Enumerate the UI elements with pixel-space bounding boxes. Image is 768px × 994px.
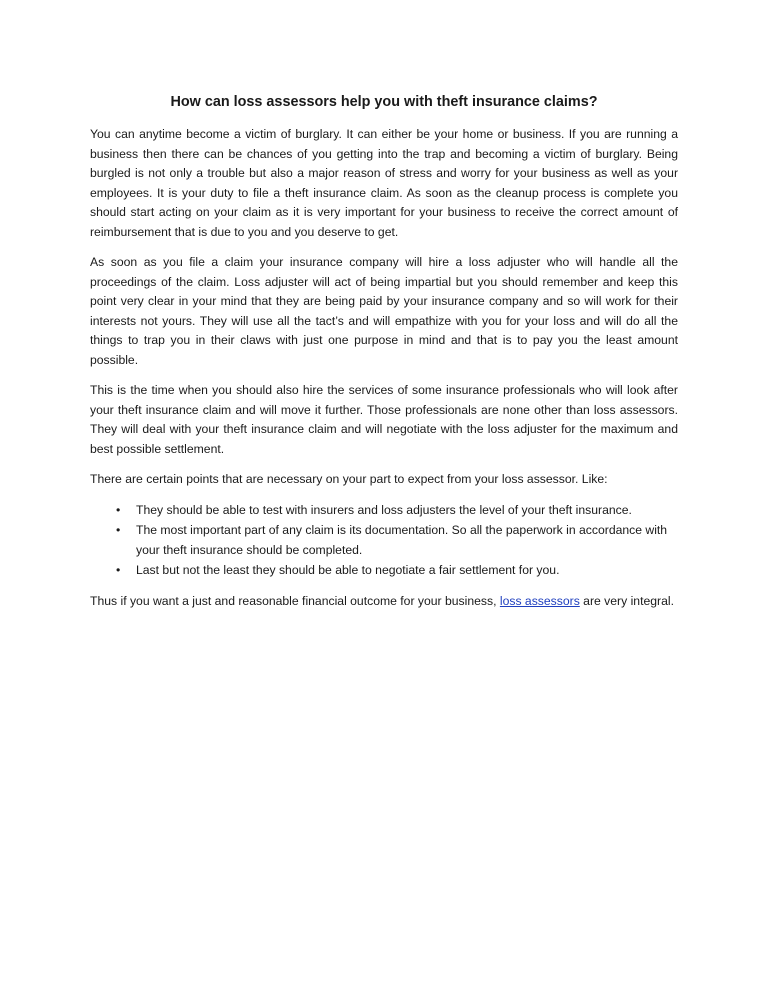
bullet-text-1: They should be able to test with insurers and loss adjusters the level of your theft insurance. (136, 502, 632, 517)
paragraph-3: This is the time when you should also hire the services of some insurance professionals who will look after your theft insurance claim and will move it further. Those professionals are none other than loss assessors. They will deal with your theft insurance claim and will negotiate with the loss adjuster for the maximum and best possible settlement. (90, 383, 678, 456)
bullet-text-2: The most important part of any claim is its documentation. So all the paperwork in accordance with your theft insurance should be completed. (136, 523, 668, 557)
bullet-item-1 (90, 501, 678, 521)
bullet-dot-icon: • (116, 563, 121, 577)
closing-paragraph (90, 592, 678, 612)
closing-text-before: Thus if you want a just and reasonable financial outcome for your business, (90, 593, 500, 608)
closing-text-after: are very integral. (579, 593, 674, 608)
document-page (90, 92, 678, 622)
bullet-list (90, 501, 678, 581)
bullet-dot-icon: • (116, 523, 121, 537)
bullet-item-2 (90, 521, 678, 560)
paragraph-4: There are certain points that are necessary on your part to expect from your loss assessor. Like: (90, 472, 608, 486)
bullet-dot-icon: • (116, 502, 121, 517)
bullet-item-3 (90, 561, 678, 581)
bullet-text-3: Last but not the least they should be able to negotiate a fair settlement for you. (136, 563, 560, 577)
loss-assessors-link[interactable]: loss assessors (499, 593, 580, 608)
paragraph-2: As soon as you file a claim your insurance company will hire a loss adjuster who will handle all the proceedings of the claim. Loss adjuster will act of being impartial but you should remember and keep this point very clear in your mind that they are being paid by your insurance company and so will work for their interests not yours. They will use all the tact’s and will empathize with you for your loss and will do all the things to trap you in their claws with just one purpose in mind and that is to pay you the least amount possible. (90, 255, 678, 367)
paragraph-1: You can anytime become a victim of burglary. It can either be your home or business. If you are running a business then there can be chances of you getting into the trap and becoming a victim of burglary. Being burgled is not only a trouble but also a major reason of stress and worry for your business as well as your employees. It is your duty to file a theft insurance claim. As soon as the cleanup process is complete you should start acting on your claim as it is very important for your business to receive the correct amount of reimbursement that is due to you and you deserve to get. (90, 127, 678, 239)
document-title: How can loss assessors help you with theft insurance claims? (170, 94, 598, 110)
